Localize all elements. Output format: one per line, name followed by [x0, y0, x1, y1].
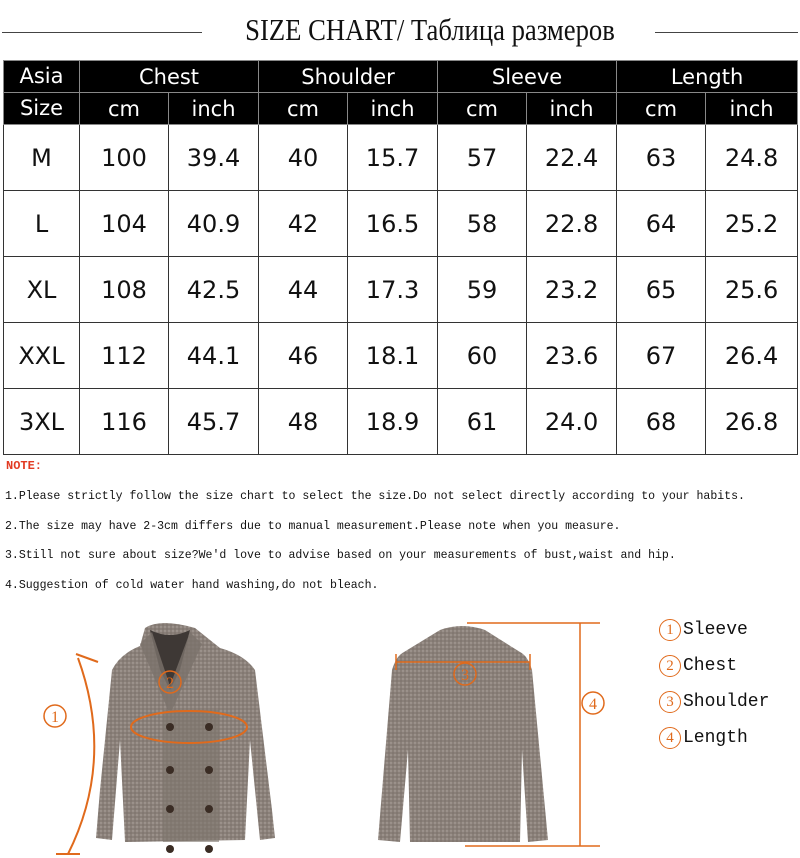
value-cell: 15.7 — [348, 125, 438, 191]
legend-label: Shoulder — [683, 692, 770, 712]
size-cell: XL — [4, 257, 80, 323]
sleeve-measure-line — [68, 658, 94, 854]
number-2-icon: 2 — [659, 655, 681, 677]
table-row — [4, 257, 798, 323]
header-row-groups — [4, 61, 798, 93]
value-cell: 17.3 — [348, 257, 438, 323]
svg-text:4: 4 — [589, 696, 597, 713]
value-cell: 108 — [80, 257, 169, 323]
value-cell: 46 — [259, 323, 348, 389]
value-cell: 26.4 — [706, 323, 798, 389]
back-sweater-figure — [370, 610, 610, 858]
value-cell: 45.7 — [169, 389, 259, 455]
legend-item-sleeve — [659, 612, 769, 648]
measurement-legend — [659, 612, 769, 756]
value-cell: 18.9 — [348, 389, 438, 455]
value-cell: 57 — [438, 125, 527, 191]
number-3-icon: 3 — [659, 691, 681, 713]
note-item: 4.Suggestion of cold water hand washing,do not bleach. — [5, 577, 379, 592]
legend-item-chest — [659, 648, 769, 684]
header-shoulder: Shoulder — [259, 61, 438, 93]
unit-inch: inch — [348, 93, 438, 125]
front-sweater — [96, 623, 275, 853]
value-cell: 24.8 — [706, 125, 798, 191]
sleeve-marker-icon — [44, 705, 66, 727]
title-rule-right — [655, 32, 798, 33]
value-cell: 68 — [617, 389, 706, 455]
value-cell: 59 — [438, 257, 527, 323]
value-cell: 64 — [617, 191, 706, 257]
value-cell: 23.2 — [527, 257, 617, 323]
value-cell: 39.4 — [169, 125, 259, 191]
value-cell: 22.4 — [527, 125, 617, 191]
back-sweater — [378, 626, 548, 842]
value-cell: 42.5 — [169, 257, 259, 323]
header-chest: Chest — [80, 61, 259, 93]
number-1-icon: 1 — [659, 619, 681, 641]
value-cell: 26.8 — [706, 389, 798, 455]
value-cell: 24.0 — [527, 389, 617, 455]
value-cell: 25.2 — [706, 191, 798, 257]
size-cell: L — [4, 191, 80, 257]
value-cell: 40.9 — [169, 191, 259, 257]
unit-cm: cm — [438, 93, 527, 125]
value-cell: 44.1 — [169, 323, 259, 389]
title-rule-left — [2, 32, 202, 33]
header-sleeve: Sleeve — [438, 61, 617, 93]
note-label: NOTE: — [6, 459, 43, 473]
value-cell: 23.6 — [527, 323, 617, 389]
title-text: SIZE CHART/ Таблица размеров — [245, 12, 615, 47]
legend-item-length — [659, 720, 769, 756]
note-item: 3.Still not sure about size?We'd love to advise based on your measurements of bust,waist and hip. — [5, 548, 676, 562]
table-row — [4, 191, 798, 257]
unit-inch: inch — [527, 93, 617, 125]
number-4-icon: 4 — [659, 727, 681, 749]
value-cell: 116 — [80, 389, 169, 455]
value-cell: 61 — [438, 389, 527, 455]
note-list — [5, 489, 800, 607]
header-length: Length — [617, 61, 798, 93]
table-row — [4, 389, 798, 455]
header-asia: Asia — [4, 61, 80, 93]
value-cell: 48 — [259, 389, 348, 455]
value-cell: 18.1 — [348, 323, 438, 389]
value-cell: 104 — [80, 191, 169, 257]
value-cell: 58 — [438, 191, 527, 257]
unit-cm: cm — [617, 93, 706, 125]
value-cell: 42 — [259, 191, 348, 257]
legend-label: Sleeve — [683, 620, 748, 640]
table-row — [4, 323, 798, 389]
note-item: 1.Please strictly follow the size chart to select the size.Do not select directly according to your habits. — [5, 489, 745, 503]
value-cell: 67 — [617, 323, 706, 389]
value-cell: 22.8 — [527, 191, 617, 257]
size-cell: M — [4, 125, 80, 191]
unit-cm: cm — [80, 93, 169, 125]
value-cell: 25.6 — [706, 257, 798, 323]
legend-label: Length — [683, 728, 748, 748]
size-cell: 3XL — [4, 389, 80, 455]
value-cell: 112 — [80, 323, 169, 389]
legend-label: Chest — [683, 656, 738, 676]
size-table — [3, 60, 798, 455]
size-cell: XXL — [4, 323, 80, 389]
value-cell: 40 — [259, 125, 348, 191]
length-marker-icon — [582, 692, 604, 714]
note-item: 2.The size may have 2-3cm differs due to manual measurement.Please note when you measure. — [5, 518, 621, 533]
value-cell: 100 — [80, 125, 169, 191]
table-row — [4, 125, 798, 191]
unit-inch: inch — [706, 93, 798, 125]
unit-cm: cm — [259, 93, 348, 125]
unit-inch: inch — [169, 93, 259, 125]
front-sweater-figure — [20, 610, 310, 858]
value-cell: 44 — [259, 257, 348, 323]
header-row-units — [4, 93, 798, 125]
value-cell: 16.5 — [348, 191, 438, 257]
svg-text:2: 2 — [166, 675, 174, 692]
chart-title — [0, 10, 800, 54]
svg-text:3: 3 — [461, 667, 469, 684]
value-cell: 63 — [617, 125, 706, 191]
header-size: Size — [4, 93, 80, 125]
svg-text:1: 1 — [51, 709, 59, 726]
value-cell: 60 — [438, 323, 527, 389]
legend-item-shoulder — [659, 684, 769, 720]
value-cell: 65 — [617, 257, 706, 323]
